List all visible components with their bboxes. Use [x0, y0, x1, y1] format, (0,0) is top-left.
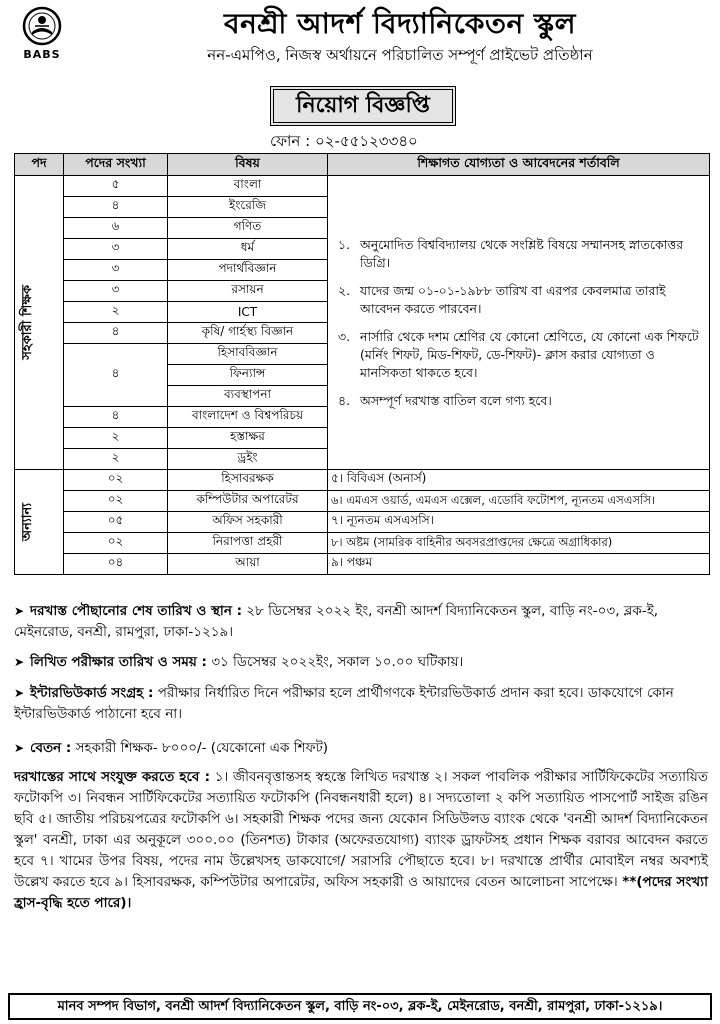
group-other-label: অন্যান্য	[20, 502, 35, 542]
school-name: বনশ্রী আদর্শ বিদ্যানিকেতন স্কুল	[224, 7, 576, 40]
count-cell: ৪	[64, 197, 168, 218]
post-cell: আয়া	[168, 554, 328, 575]
table-row	[15, 470, 710, 491]
table-row	[15, 491, 710, 512]
school-logo	[18, 6, 66, 70]
deadline-text: ২৮ ডিসেম্বর ২০২২ ইং, বনশ্রী আদর্শ বিদ্যানিকেতন স্কুল, বাড়ি নং-০৩, ব্লক-ই, মেইনরোড, বনশ্রী, রামপুরা, ঢাকা-১২১৯।	[14, 603, 659, 640]
footer-address: মানব সম্পদ বিভাগ, বনশ্রী আদর্শ বিদ্যানিকেতন স্কুল, বাড়ি নং-০৩, ব্লক-ই, মেইনরোড, বনশ্রী, রামপুরা, ঢাকা-১২১৯।	[8, 993, 712, 1020]
count-cell: ৪	[64, 323, 168, 344]
post-cell: হিসাবরক্ষক	[168, 470, 328, 491]
exam-label: লিখিত পরীক্ষার তারিখ ও সময় :	[30, 654, 207, 670]
requirement-text: অনুমোদিত বিশ্ববিদ্যালয় থেকে সংশ্লিষ্ট বিষয়ে সম্মানসহ স্নাতকোত্তর ডিগ্রি।	[360, 237, 684, 270]
phone-number: ফোন : ০২-৫৫১২৩৩৪০	[270, 132, 418, 150]
header-subject: বিষয়	[168, 154, 328, 176]
count-cell: ৪	[64, 344, 168, 407]
count-cell: ০৫	[64, 512, 168, 533]
requirement-number: ২.	[338, 283, 351, 298]
arrow-bullet-icon: ➤	[14, 604, 25, 618]
logo-text: BABS	[23, 48, 61, 61]
subject-cell: ICT	[168, 302, 328, 323]
subject-cell: হস্তাক্ষর	[168, 428, 328, 449]
table-header-row	[15, 154, 710, 176]
group-teacher-label: সহকারী শিক্ষক	[20, 285, 35, 360]
subject-cell: কৃষি/ গার্হস্থ্য বিজ্ঞান	[168, 323, 328, 344]
requirement-number: ৩.	[338, 329, 351, 344]
subject-cell: গণিত	[168, 218, 328, 239]
arrow-bullet-icon: ➤	[14, 686, 25, 700]
requirement-text: নার্সারি থেকে দশম শ্রেণির যে কোনো শ্রেণিতে, যে কোনো এক শিফটে (মর্নিং শিফট, মিড-শিফট, ডে-শিফট)- ক্লাস করার যোগ্যতা ও মানসিকতা থাকতে হবে।	[360, 329, 699, 380]
qualification-cell: ৬। এমএস ওয়ার্ড, এমএস এক্সেল, এডোবি ফটোশপ, ন্যূনতম এসএসসি।	[328, 491, 710, 512]
requirement-text: অসম্পূর্ণ দরখাস্ত বাতিল বলে গণ্য হবে।	[360, 393, 552, 408]
count-cell: ৬	[64, 218, 168, 239]
table-row	[15, 554, 710, 575]
exam-text: ৩১ ডিসেম্বর ২০২২ইং, সকাল ১০.০০ ঘটিকায়।	[211, 654, 464, 670]
school-crest-icon	[22, 6, 62, 46]
qualification-cell: ৫। বিবিএস (অনার্স)	[328, 470, 710, 491]
attachments-paragraph	[14, 767, 708, 914]
header-count: পদের সংখ্যা	[64, 154, 168, 176]
table-row	[15, 176, 710, 197]
count-cell: ০২	[64, 491, 168, 512]
admit-text: পরীক্ষার নির্ধারিত দিনে পরীক্ষার হলে প্রার্থীগণকে ইন্টারভিউকার্ড প্রদান করা হবে। ডাকযোগে কোন ইন্টারভিউকার্ড পাঠানো হবে না।	[14, 685, 674, 722]
attachments-label: দরখাস্তের সাথে সংযুক্ত করতে হবে :	[14, 769, 210, 785]
attachments-text: ১। জীবনবৃত্তান্তসহ স্বহস্তে লিখিত দরখাস্ত ২। সকল পাবলিক পরীক্ষার সার্টিফিকেটের সত্যায়িত ফটোকপি ৩। নিবন্ধন সার্টিফিকেটের সত্যায়িত ফটোকপি (নিবন্ধনধারী হলে) ৪। সদ্যতোলা ২ কপি সত্যায়িত পাসপোর্ট সাইজ রঙিন ছবি ৫। জাতীয় পরিচয়পত্রের ফটোকপি ৬। সহকারী শিক্ষক পদের জন্য যেকোন সিডিউলড ব্যাংক থেকে 'বনশ্রী আদর্শ বিদ্যানিকেতন স্কুল' বনশ্রী, ঢাকা এর অনুকূলে ৩০০.০০ (তিনশত) টাকার (অফেরতযোগ্য) ব্যাংক ড্রাফটসহ প্রধান শিক্ষক বরাবর আবেদন করতে হবে ৭। খামের উপর বিষয়, পদের নাম উল্লেখসহ ডাকযোগে/ সরাসরি পৌছাতে হবে। ৮। দরখাস্তে প্রার্থীর মোবাইল নম্বর অবশ্যই উল্লেখ করতে হবে ৯। হিসাবরক্ষক, কম্পিউটার অপারেটর, অফিস সহকারী ও আয়াদের বেতন আলোচনা সাপেক্ষে।	[14, 769, 708, 890]
header-requirements: শিক্ষাগত যোগ্যতা ও আবেদনের শর্তাবলি	[328, 154, 710, 176]
count-cell: ৩	[64, 281, 168, 302]
post-cell: নিরাপত্তা প্রহরী	[168, 533, 328, 554]
header	[0, 0, 720, 82]
subject-cell: ব্যবস্থাপনা	[168, 386, 328, 407]
count-cell: ০৪	[64, 554, 168, 575]
subject-cell: বাংলাদেশ ও বিশ্বপরিচয়	[168, 407, 328, 428]
subject-cell: হিসাববিজ্ঞান	[168, 344, 328, 365]
qualification-cell: ৮। অষ্টম (সামরিক বাহিনীর অবসরপ্রাপ্তদের ক্ষেত্রে অগ্রাধিকার)	[328, 533, 710, 554]
count-cell: ০২	[64, 470, 168, 491]
deadline-paragraph	[14, 601, 708, 643]
qualification-cell: ৯। পঞ্চম	[328, 554, 710, 575]
qualification-cell: ৭। ন্যূনতম এসএসসি।	[328, 512, 710, 533]
vacancy-table	[14, 153, 710, 575]
arrow-bullet-icon: ➤	[14, 655, 25, 669]
salary-label: বেতন :	[30, 740, 72, 756]
header-post: পদ	[15, 154, 64, 176]
count-cell: ৩	[64, 239, 168, 260]
post-cell: অফিস সহকারী	[168, 512, 328, 533]
arrow-bullet-icon: ➤	[14, 741, 25, 755]
subject-cell: রসায়ন	[168, 281, 328, 302]
requirement-item	[338, 328, 699, 382]
requirement-item	[338, 282, 699, 318]
count-cell: ৫	[64, 176, 168, 197]
table-row	[15, 533, 710, 554]
requirement-item	[338, 236, 699, 272]
attachments-note: **(পদের সংখ্যা হ্রাস-বৃদ্ধি হতে পারে)।	[14, 874, 708, 911]
count-cell: ৩	[64, 260, 168, 281]
requirement-item	[338, 392, 699, 410]
subject-cell: ধর্ম	[168, 239, 328, 260]
post-cell: কম্পিউটার অপারেটর	[168, 491, 328, 512]
table-row	[15, 512, 710, 533]
subject-cell: পদার্থবিজ্ঞান	[168, 260, 328, 281]
requirement-number: ৪.	[338, 393, 351, 408]
requirement-text: যাদের জন্ম ০১-০১-১৯৮৮ তারিখ বা এরপর কেবলমাত্র তারাই আবেদন করতে পারবেন।	[360, 283, 666, 316]
subject-cell: ফিন্যান্স	[168, 365, 328, 386]
subject-cell: ইংরেজি	[168, 197, 328, 218]
salary-text: সহকারী শিক্ষক- ৮০০০/- (যেকোনো এক শিফট)	[75, 740, 329, 756]
count-cell: ০২	[64, 533, 168, 554]
exam-paragraph	[14, 652, 708, 673]
group-teacher-cell	[15, 176, 64, 470]
count-cell: ২	[64, 428, 168, 449]
school-subtitle: নন-এমপিও, নিজস্ব অর্থায়নে পরিচালিত সম্পূর্ণ প্রাইভেট প্রতিষ্ঠান	[207, 46, 593, 64]
requirements-cell	[328, 176, 710, 470]
admit-card-paragraph	[14, 683, 708, 725]
count-cell: ৪	[64, 407, 168, 428]
requirement-number: ১.	[338, 237, 351, 252]
subject-cell: বাংলা	[168, 176, 328, 197]
admit-label: ইন্টারভিউকার্ড সংগ্রহ :	[30, 685, 154, 701]
subject-cell: ড্রইং	[168, 449, 328, 470]
deadline-label: দরখাস্ত পৌছানোর শেষ তারিখ ও স্থান :	[30, 603, 242, 619]
count-cell: ২	[64, 302, 168, 323]
notice-title: নিয়োগ বিজ্ঞপ্তি	[270, 86, 456, 126]
group-other-cell	[15, 470, 64, 575]
count-cell: ২	[64, 449, 168, 470]
salary-paragraph	[14, 738, 708, 759]
